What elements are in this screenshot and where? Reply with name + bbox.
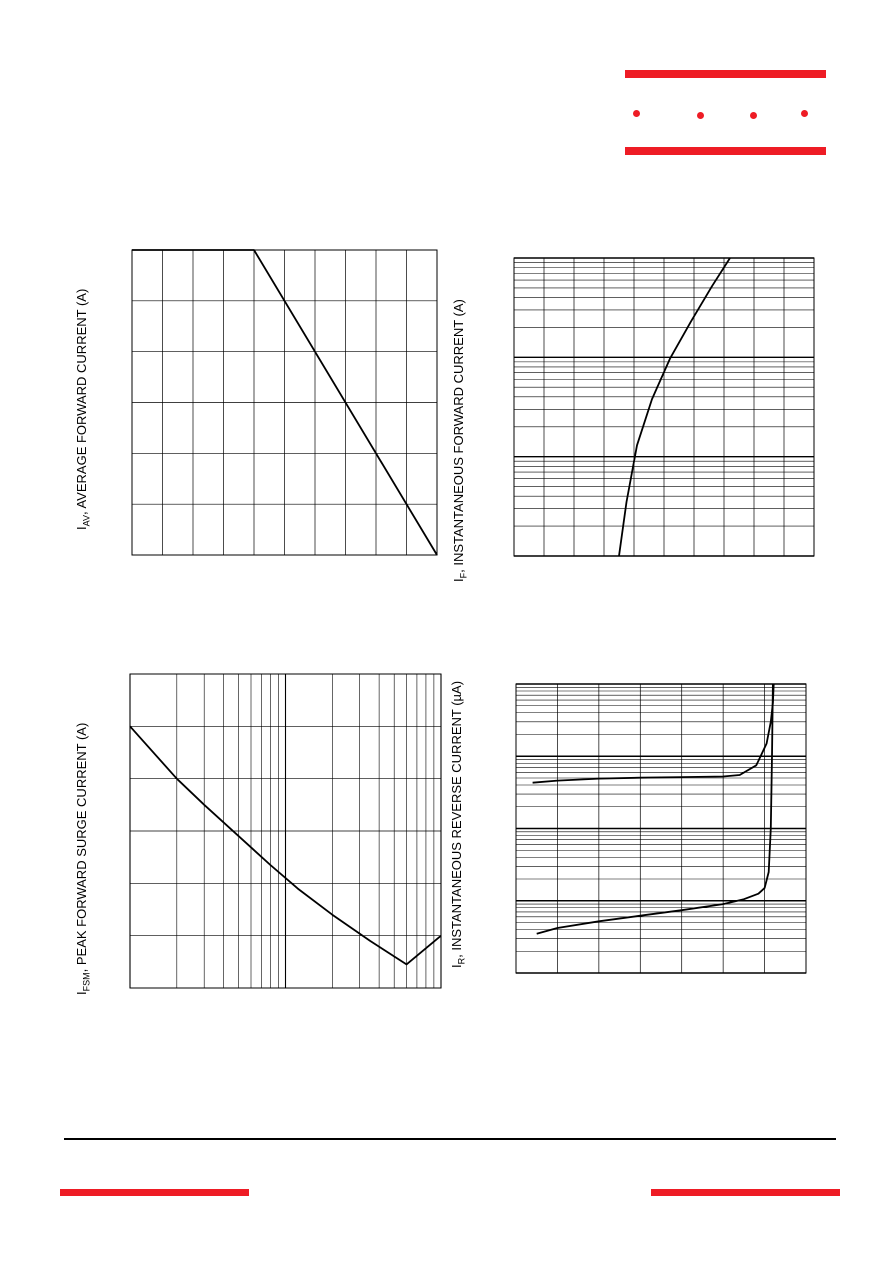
footer-rule (64, 1138, 836, 1140)
fig4-series-2-line (537, 684, 773, 934)
fig1-ylabel-rest: , AVERAGE FORWARD CURRENT (A) (74, 288, 89, 516)
fig2-ylabel-rest: , INSTANTANEOUS FORWARD CURRENT (A) (451, 299, 466, 573)
header-bottom-bar (625, 147, 826, 155)
fig2-chart (509, 253, 821, 563)
fig3-ylabel-rest: , PEAK FORWARD SURGE CURRENT (A) (74, 722, 89, 973)
fig2-ylabel (452, 299, 471, 582)
fig3-chart (125, 669, 448, 994)
fig4-ylabel-sub: R (456, 957, 467, 965)
fig1-chart (126, 244, 442, 560)
header-dot-3 (750, 112, 757, 119)
footer-left-bar (60, 1189, 249, 1196)
fig4-ylabel (450, 681, 469, 968)
fig4-chart (511, 679, 811, 979)
fig1-ylabel (75, 289, 94, 530)
fig2-ylabel-main: I (451, 578, 466, 582)
fig1-ylabel-main: I (74, 526, 89, 530)
fig3-ylabel-main: I (74, 991, 89, 995)
header-dot-1 (633, 110, 640, 117)
header-top-bar (625, 70, 826, 78)
header-dot-2 (697, 112, 704, 119)
fig4-ylabel-rest: , INSTANTANEOUS REVERSE CURRENT (µA) (449, 680, 464, 958)
fig3-ylabel (75, 723, 94, 995)
fig2-ylabel-sub: F (458, 572, 469, 579)
fig2-series-1-line (619, 258, 730, 556)
header-dot-4 (801, 110, 808, 117)
fig4-ylabel-main: I (449, 964, 464, 968)
fig4-series-1-line (533, 684, 774, 783)
fig3-ylabel-sub: FSM (81, 972, 92, 992)
fig1-ylabel-sub: AV (81, 515, 92, 527)
footer-right-bar (651, 1189, 840, 1196)
